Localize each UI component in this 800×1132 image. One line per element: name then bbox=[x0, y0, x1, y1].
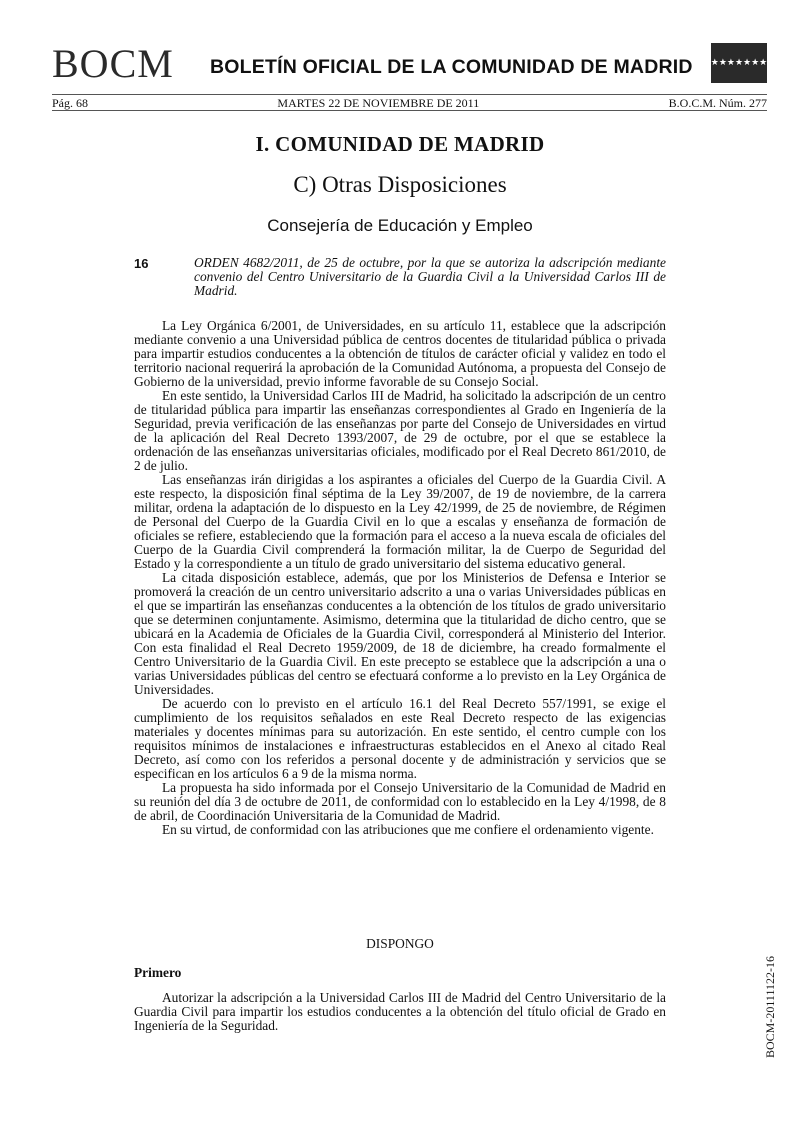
body-paragraph: En su virtud, de conformidad con las atribuciones que me confiere el ordenamiento vigente. bbox=[162, 822, 654, 837]
emblem-stars: ★★★★★★★ bbox=[710, 57, 768, 68]
madrid-emblem-icon bbox=[711, 43, 767, 83]
page-number: Pág. 68 bbox=[52, 96, 88, 110]
header-rule-top bbox=[52, 94, 767, 95]
body-paragraph: En este sentido, la Universidad Carlos III de Madrid, ha solicitado la adscripción de un centro de titularidad pública para impartir las enseñanzas correspondientes al Grado en Ingeniería de la Seguridad, previa verificación de las enseñanzas por parte del Consejo de Universidades en virtud de la aplicación del Real Decreto 1393/2007, de 29 de octubre, por el que se establece la ordenación de las enseñanzas universitarias oficiales, modificado por el Real Decreto 861/2010, de 2 de julio. bbox=[134, 388, 666, 473]
article-paragraph: Autorizar la adscripción a la Universidad Carlos III de Madrid del Centro Universitario de la Guardia Civil para impartir los estudios conducentes a la obtención del título oficial de Grado en Ingeniería de la Seguridad. bbox=[134, 990, 666, 1033]
body-paragraph: La citada disposición establece, además, que por los Ministerios de Defensa e Interior se promoverá la creación de un centro universitario adscrito a una o varias Universidades públicas en el que se impartirán las enseñanzas conducentes a la obtención de los títulos de grado universitario que se determinen conjuntamente. Asimismo, determina que la titularidad de dicho centro, que se ubicará en la Academia de Oficiales de la Guardia Civil, corresponderá al Ministerio del Interior. Con esta finalidad el Real Decreto 1959/2009, de 18 de diciembre, ha creado formalmente el Centro Universitario de la Guardia Civil. En este precepto se establece que la adscripción a una o varias Universidades públicas del centro se efectuará conforme a lo previsto en la Ley Orgánica de Universidades. bbox=[134, 570, 666, 697]
body-paragraph: Las enseñanzas irán dirigidas a los aspirantes a oficiales del Cuerpo de la Guardia Civil. A este respecto, la disposición final séptima de la Ley 39/2007, de 19 de noviembre, de la carrera militar, ordena la adaptación de lo dispuesto en la Ley 42/1999, de 25 de noviembre, de Régimen de Personal del Cuerpo de la Guardia Civil en lo que a escalas y enseñanza de formación de oficiales se refiere, estableciendo que la formación para el acceso a la nueva escala de oficiales del Cuerpo de la Guardia Civil comprenderá la formación militar, la de Cuerpo de Seguridad del Estado y la correspondiente a un título de grado universitario del sistema educativo general. bbox=[134, 472, 666, 571]
document-side-id: BOCM-20111122-16 bbox=[763, 956, 777, 1058]
order-number: 16 bbox=[134, 256, 149, 271]
bocm-logo: BOCM bbox=[52, 41, 174, 86]
bulletin-title: BOLETÍN OFICIAL DE LA COMUNIDAD DE MADRID bbox=[210, 56, 693, 78]
article-heading: Primero bbox=[134, 965, 182, 980]
header-rule-bottom bbox=[52, 110, 767, 111]
order-title: ORDEN 4682/2011, de 25 de octubre, por la que se autoriza la adscripción mediante convenio del Centro Universitario de la Guardia Civil a la Universidad Carlos III de Madrid. bbox=[194, 255, 666, 298]
section-heading: I. COMUNIDAD DE MADRID bbox=[255, 132, 545, 156]
issue-date: MARTES 22 DE NOVIEMBRE DE 2011 bbox=[277, 96, 480, 110]
body-paragraph: La propuesta ha sido informada por el Consejo Universitario de la Comunidad de Madrid en su reunión del día 3 de octubre de 2011, de conformidad con lo establecido en la Ley 4/1998, de 8 de abril, de Coordinación Universitaria de la Comunidad de Madrid. bbox=[134, 780, 666, 823]
body-paragraph: De acuerdo con lo previsto en el artículo 16.1 del Real Decreto 557/1991, se exige el cumplimiento de los requisitos señalados en este Real Decreto respecto de las exigencias materiales y docentes mínimas para su autorización. En este sentido, el centro cumple con los requisitos mínimos de instalaciones e infraestructuras establecidos en el Anexo al citado Real Decreto, así como con los referidos a personal docente y de administración y servicios que se especifican en los artículos 6 a 9 de la misma norma. bbox=[134, 696, 666, 781]
dispongo-heading: DISPONGO bbox=[366, 936, 434, 951]
article-text bbox=[134, 991, 666, 1033]
issue-number: B.O.C.M. Núm. 277 bbox=[668, 96, 767, 110]
subsection-heading: C) Otras Disposiciones bbox=[293, 172, 507, 197]
running-header bbox=[52, 96, 767, 111]
department-heading: Consejería de Educación y Empleo bbox=[267, 216, 533, 235]
order-body bbox=[134, 319, 666, 837]
body-paragraph: La Ley Orgánica 6/2001, de Universidades, en su artículo 11, establece que la adscripción mediante convenio a una Universidad pública de centros docentes de titularidad pública o privada para impartir estudios conducentes a la obtención de títulos de carácter oficial y validez en todo el territorio nacional requerirá la aprobación de la Comunidad Autónoma, a propuesta del Consejo de Gobierno de la universidad, previo informe favorable de su Consejo Social. bbox=[134, 318, 666, 389]
